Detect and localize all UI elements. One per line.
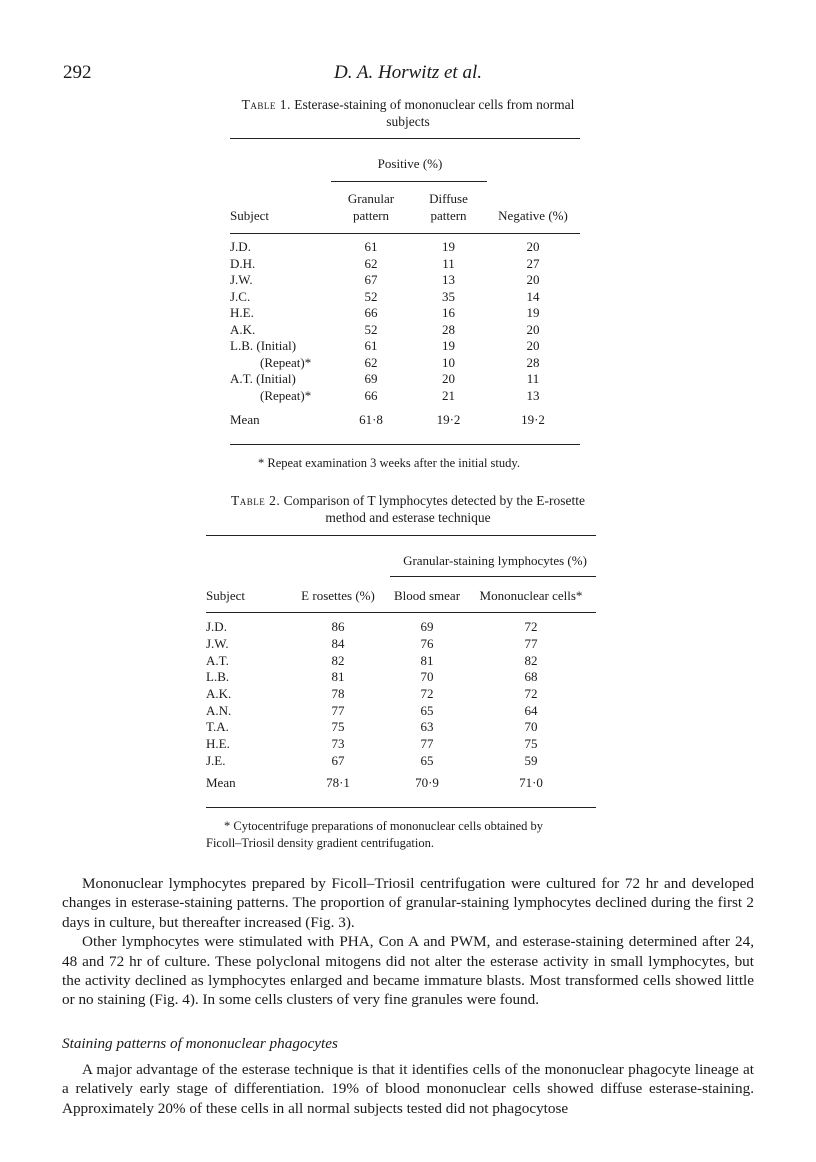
table1-caption: [200, 96, 616, 130]
table-row: A.N. 77 65 64: [206, 702, 538, 718]
table-row: J.C. 52 35 14: [230, 288, 540, 304]
table1-header: [230, 188, 580, 239]
table-row: (Repeat)* 62 10 28: [260, 354, 540, 370]
table2-col-blood-smear: Blood smear: [393, 588, 461, 603]
paragraph-mononuclear-phagocytes: A major advantage of the esterase technique is that it identifies cells of the mononuclear phagocyte lineage at a relatively early stage of differentiation. 19% of blood mononuclear cells showed diffuse esterase-staining. Approximately 20% of these cells in all normal subjects tested did not phagocytose: [62, 1061, 754, 1117]
table-row: A.T. (Initial) 69 20 11: [230, 371, 540, 387]
table-row: J.D. 61 19 20: [230, 239, 540, 255]
paragraph-mitogen-stimulation: Other lymphocytes were stimulated with PHA, Con A and PWM, and esterase-staining determined after 24, 48 and 72 hr of culture. These polyclonal mitogens did not alter the esterase activity in small lymphocytes, but the activity declined as lymphocytes enlarged and became immature blasts. Most transformed cells showed little or no staining (Fig. 4). In some cells clusters of very fine granules were found.: [62, 933, 754, 1009]
table2-col-subject: Subject: [206, 588, 245, 603]
table2-title-line1: Comparison of T lymphocytes detected by the E-rosette: [283, 493, 585, 508]
table2-footnote-line1: * Cytocentrifuge preparations of mononuclear cells obtained by: [224, 819, 543, 833]
table1-group-rule: [331, 181, 487, 182]
paragraph-cultured-lymphocytes: Mononuclear lymphocytes prepared by Ficoll–Triosil centrifugation were cultured for 72 hr and developed changes in esterase-staining patterns. The proportion of granular-staining lymphocytes declined during the first 2 days in culture, but thereafter increased (Fig. 3).: [62, 875, 754, 931]
table2-bottom-rule: [206, 807, 596, 808]
table1-col-diffuse: Diffuse pattern: [429, 191, 468, 223]
table2-caption: [195, 492, 621, 526]
table1-top-rule: [230, 138, 580, 139]
table-row: L.B. 81 70 68: [206, 669, 538, 685]
table-row: A.T. 82 81 82: [206, 652, 538, 668]
table1-group-header: Positive (%): [377, 156, 443, 171]
table2-col-mononuclear: Mononuclear cells*: [479, 588, 583, 603]
table2-footnote: [206, 818, 596, 852]
table-row: H.E. 73 77 75: [206, 736, 538, 752]
body-text-lower: [62, 1060, 754, 1118]
table-row: J.W. 67 13 20: [230, 272, 540, 288]
table2-title-line2: method and esterase technique: [325, 510, 491, 525]
table2-body: [206, 619, 596, 791]
table1-mean-row: Mean 61·8 19·2 19·2: [230, 412, 545, 427]
table1-footnote: * Repeat examination 3 weeks after the initial study.: [258, 456, 520, 470]
table1-title-line1: Esterase-staining of mononuclear cells from normal: [294, 97, 575, 112]
table2-header: [206, 580, 596, 619]
table1-col-negative: Negative (%): [498, 208, 568, 223]
table-row: L.B. (Initial) 61 19 20: [230, 338, 540, 354]
table1-col-subject: Subject: [230, 208, 269, 223]
table-row: J.D. 86 69 72: [206, 619, 538, 635]
table2: [206, 580, 596, 791]
table2-mean-row: Mean 78·1 70·9 71·0: [206, 775, 543, 791]
table-row: (Repeat)* 66 21 13: [260, 387, 540, 403]
table2-footnote-line2: Ficoll–Triosil density gradient centrifugation.: [206, 836, 434, 850]
page-number: 292: [63, 62, 92, 83]
table-row: T.A. 75 63 70: [206, 719, 538, 735]
table1-col-granular: Granular pattern: [347, 191, 395, 223]
table2-col-e-rosettes: E rosettes (%): [301, 588, 375, 603]
table1-title-line2: subjects: [386, 114, 430, 129]
table2-top-rule: [206, 535, 596, 536]
table-row: A.K. 52 28 20: [230, 321, 540, 337]
table-row: J.E. 67 65 59: [206, 752, 538, 768]
table1-bottom-rule: [230, 444, 580, 445]
body-text-upper: [62, 874, 754, 1010]
table-row: J.W. 84 76 77: [206, 636, 538, 652]
table1-body: [230, 239, 580, 428]
table-row: H.E. 66 16 19: [230, 305, 540, 321]
table2-group-header: Granular-staining lymphocytes (%): [403, 553, 587, 568]
table1: [230, 188, 580, 428]
table2-group-rule: [390, 576, 596, 577]
running-head: D. A. Horwitz et al.: [334, 62, 482, 83]
table-row: A.K. 78 72 72: [206, 686, 538, 702]
section-heading: Staining patterns of mononuclear phagocytes: [62, 1035, 338, 1052]
table2-label: Table 2.: [231, 493, 281, 508]
table1-label: Table 1.: [241, 97, 291, 112]
table-row: D.H. 62 11 27: [230, 255, 540, 271]
